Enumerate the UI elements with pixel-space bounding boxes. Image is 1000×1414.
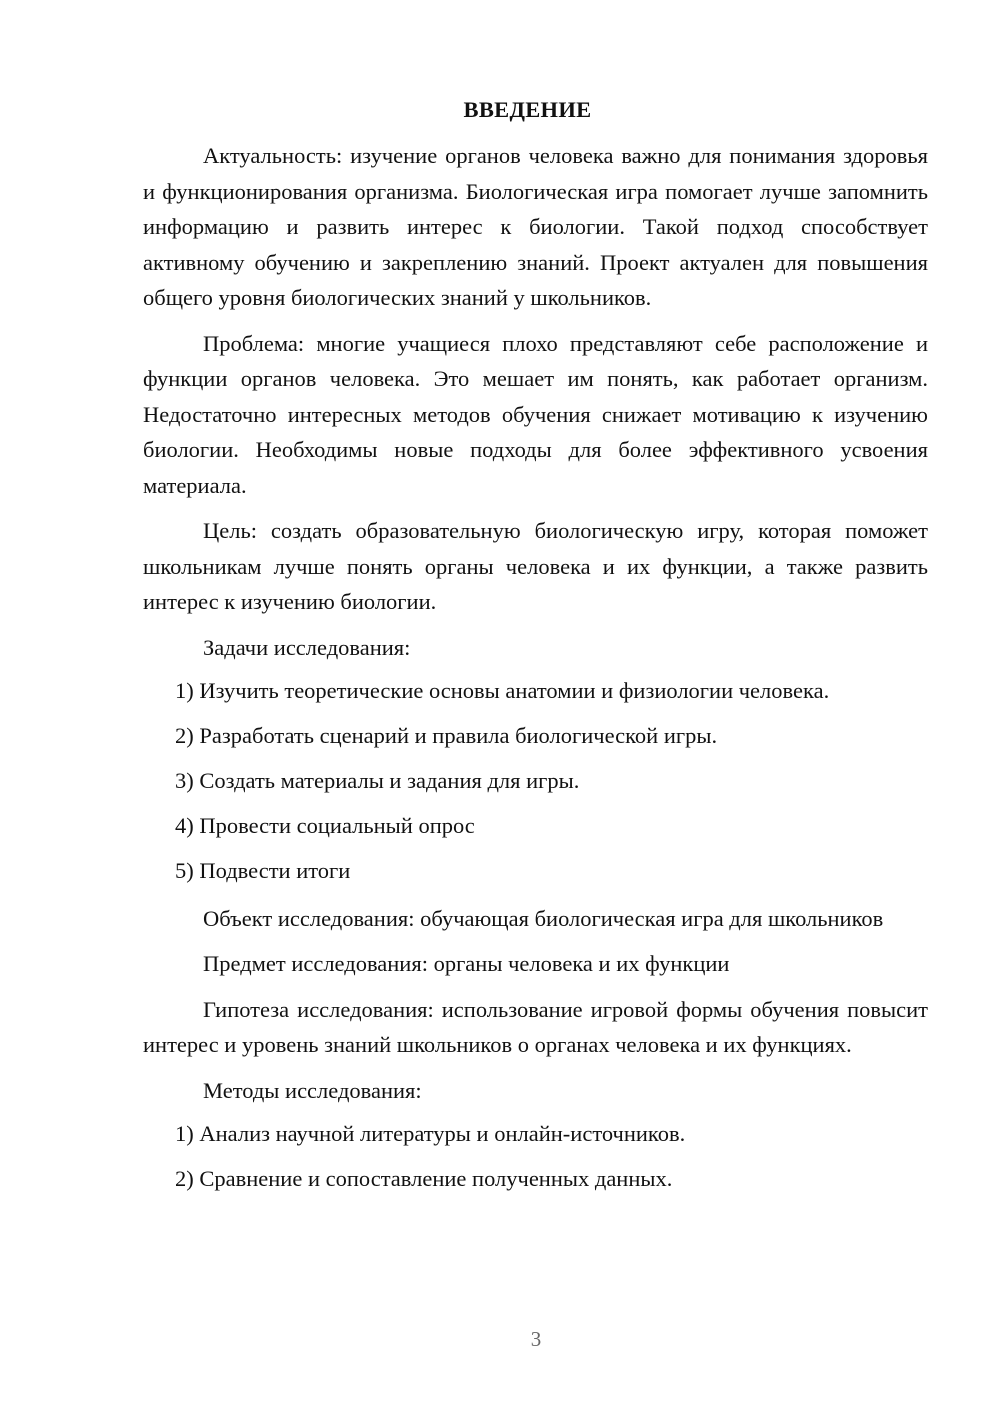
methods-list (143, 1116, 928, 1197)
list-item: 1) Изучить теоретические основы анатомии и физиологии человека. (175, 678, 830, 703)
list-item: 2) Сравнение и сопоставление полученных данных. (175, 1166, 673, 1191)
paragraph-goal: Цель: создать образовательную биологическую игру, которая поможет школьникам лучше понять органы человека и их функции, а также развить интерес к изучению биологии. (143, 518, 928, 614)
page-number: 3 (530, 1327, 542, 1351)
paragraph-problem: Проблема: многие учащиеся плохо представляют себе расположение и функции органов человека. Это мешает им понять, как работает организм. Недостаточно интересных методов обучения снижает мотивацию к изучению биологии. Необходимы новые подходы для более эффективного усвоения материала. (143, 330, 928, 498)
list-item: 5) Подвести итоги (175, 858, 351, 883)
methods-title: Методы исследования: (203, 1077, 422, 1103)
page-content (143, 92, 928, 1209)
paragraph-hypothesis: Гипотеза исследования: использование игровой формы обучения повысит интерес и уровень знаний школьников о органах человека и их функциях. (143, 996, 928, 1057)
tasks-list (143, 673, 928, 889)
paragraph-object: Объект исследования: обучающая биологическая игра для школьников (203, 905, 884, 931)
paragraph-subject: Предмет исследования: органы человека и их функции (203, 951, 730, 976)
section-title: ВВЕДЕНИЕ (463, 97, 592, 122)
list-item: 1) Анализ научной литературы и онлайн-источников. (175, 1121, 686, 1146)
list-item: 4) Провести социальный опрос (175, 813, 475, 838)
tasks-title: Задачи исследования: (203, 634, 411, 660)
list-item: 3) Создать материалы и задания для игры. (175, 768, 580, 793)
paragraph-relevance: Актуальность: изучение органов человека важно для понимания здоровья и функционирования организма. Биологическая игра помогает лучше запомнить информацию и развить интерес к биологии. Такой подход способствует активному обучению и закреплению знаний. Проект актуален для повышения общего уровня биологических знаний у школьников. (143, 143, 928, 310)
list-item: 2) Разработать сценарий и правила биологической игры. (175, 723, 718, 748)
